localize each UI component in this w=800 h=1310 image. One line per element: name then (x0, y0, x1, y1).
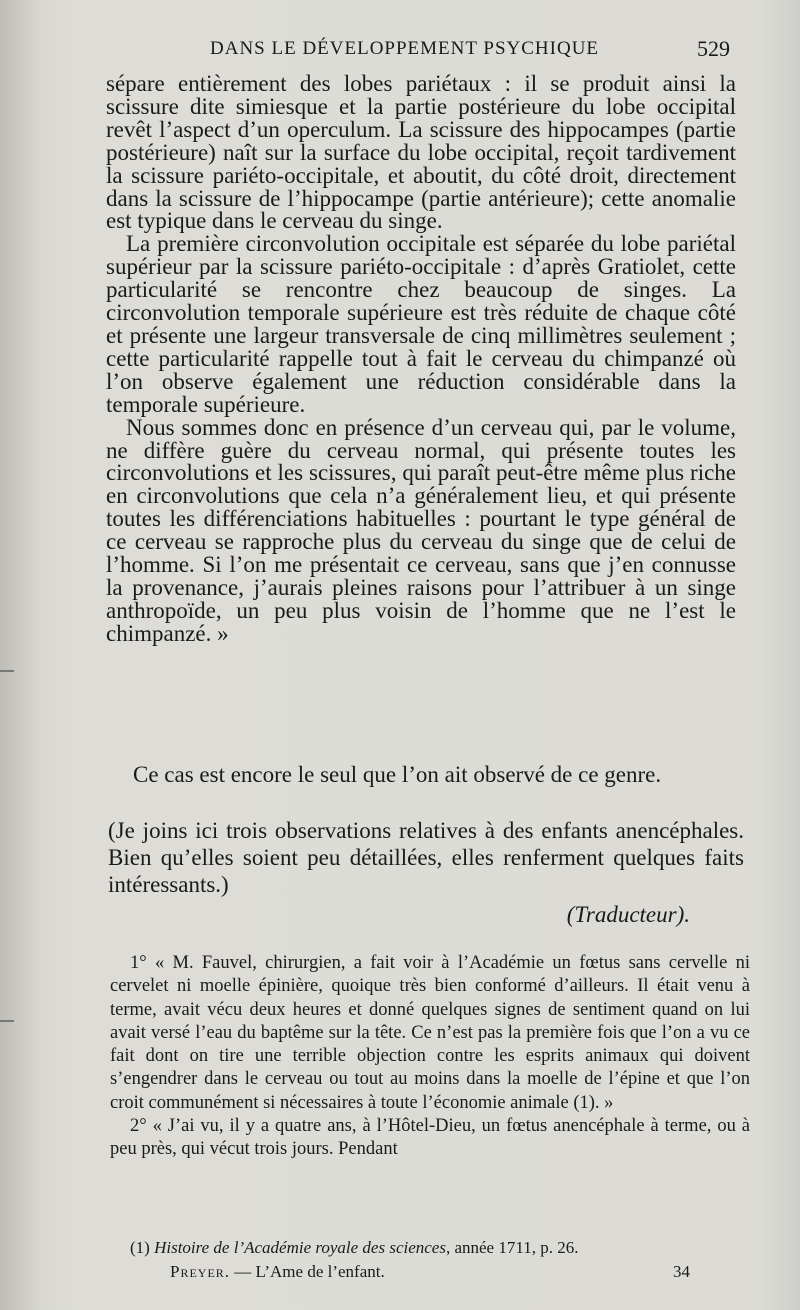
observation: 1° « M. Fauvel, chirurgien, a fait voir à l’Académie un fœtus sans cervelle ni cervelet ni moelle épinière, quoique très bien conformé d’ailleurs. Il était venu à terme, avait vécu deux heures et donné quelques signes de sentiment quand on lui avait versé l’eau du baptême sur la tête. Ce n’est pas la première fois que l’on a vu ce fait dont on tire une terrible objection contre les esprits animaux qui doivent s’engendrer dans le cerveau ou tout au moins dans la moelle de l’épine et que l’on croit communément si nécessaires à toute l’économie animale (1). » (110, 953, 750, 1113)
paragraph: La première circonvolution occipitale est séparée du lobe pariétal supérieur par la scissure pariéto-occipitale : d’après Gratiolet, cette particularité se rencontre chez beaucoup de singes. La circonvolution temporale supérieure est très réduite de chaque côté et présente une largeur transversale de cinq millimètres seulement ; cette particularité rappelle tout à fait le cerveau du chimpanzé où l’on observe également une réduction considérable dans la temporale supérieure. (106, 231, 736, 417)
footnote-source-title: Histoire de l’Académie royale des sciences (154, 1238, 446, 1257)
margin-mark (0, 1020, 14, 1022)
observation-text (110, 952, 750, 1162)
signature-author: Preyer. (170, 1262, 231, 1281)
running-title: DANS LE DÉVELOPPEMENT PSYCHIQUE (210, 38, 600, 59)
printer-signature (170, 1262, 690, 1284)
sheet-number: 34 (673, 1262, 690, 1281)
paragraph: sépare entièrement des lobes pariétaux : il se produit ainsi la scissure dite simiesque et la partie postérieure du lobe occipital revêt l’aspect d’un operculum. La scissure des hippocampes (partie postérieure) naît sur la surface du lobe occipital, reçoit tardivement la scissure pariéto-occipitale, et aboutit, du côté droit, directement dans la scissure de l’hippocampe (partie antérieure); cette anomalie est typique dans le cerveau du singe. (106, 71, 736, 234)
paragraph: Nous sommes donc en présence d’un cerveau qui, par le volume, ne diffère guère du cerveau normal, qui présente toutes les circonvolutions et les scissures, qui paraît peut-être même plus riche en circonvolutions que cela n’a généralement lieu, et qui présente toutes les différenciations habituelles : pourtant le type général de ce cerveau se rapproche plus du cerveau du singe que de celui de l’homme. Si l’on me présentait ce cerveau, sans que j’en connusse la provenance, j’aurais pleines raisons pour l’attribuer à un singe anthropoïde, un peu plus voisin de l’homme que ne l’est le chimpanzé. » (106, 414, 736, 646)
footnote-reference: , année 1711, p. 26. (445, 1238, 579, 1257)
margin-mark (0, 670, 14, 672)
observation: 2° « J’ai vu, il y a quatre ans, à l’Hôtel-Dieu, un fœtus anencéphale à terme, ou à peu près, qui vécut trois jours. Pendant (110, 1116, 750, 1160)
main-text (106, 73, 736, 646)
case-note: Ce cas est encore le seul que l’on ait observé de ce genre. (133, 762, 662, 787)
footnote (130, 1238, 710, 1258)
translator-signature: (Traducteur). (566, 902, 690, 927)
signature-title: — L’Ame de l’enfant. (230, 1262, 385, 1281)
footnote-marker: (1) (130, 1238, 150, 1257)
page-header (110, 36, 740, 66)
translator-note: (Je joins ici trois observations relatives à des enfants anencéphales. Bien qu’elles soient peu détaillées, elles renferment quelques faits intéressants.) (108, 818, 744, 897)
page-number: 529 (697, 36, 730, 61)
